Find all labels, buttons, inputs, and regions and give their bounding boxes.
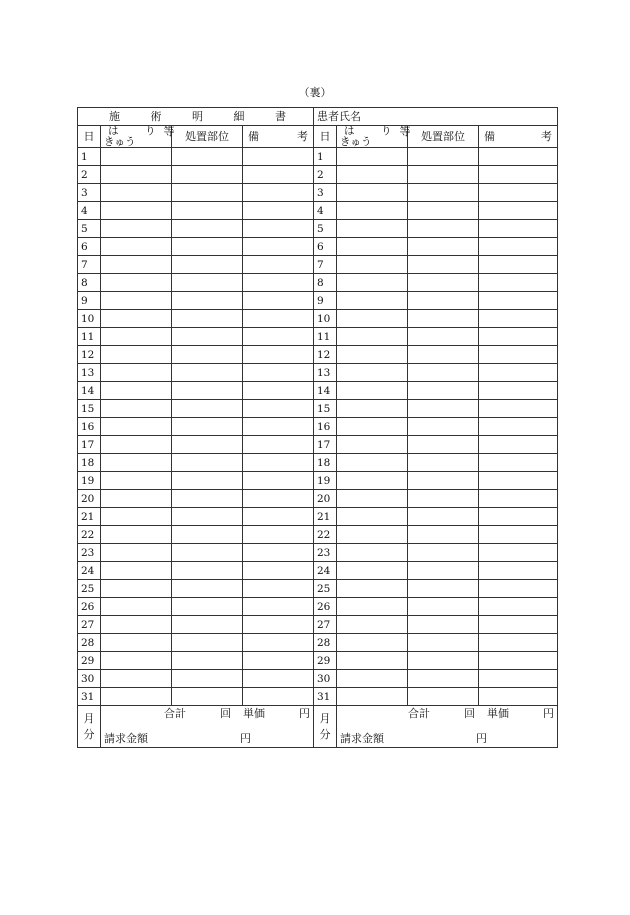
table-row — [78, 310, 558, 328]
site-cell[interactable] — [172, 544, 243, 562]
remarks-cell[interactable] — [243, 472, 314, 490]
site-cell[interactable] — [408, 364, 479, 382]
site-cell[interactable] — [172, 238, 243, 256]
site-cell[interactable] — [172, 256, 243, 274]
remarks-cell[interactable] — [479, 166, 558, 184]
site-cell[interactable] — [408, 562, 479, 580]
day-number-left: 27 — [78, 616, 101, 634]
site-cell[interactable] — [408, 490, 479, 508]
harikyu-cell[interactable] — [337, 670, 408, 688]
harikyu-cell[interactable] — [101, 292, 172, 310]
harikyu-cell[interactable] — [337, 148, 408, 166]
harikyu-cell[interactable] — [337, 454, 408, 472]
remarks-cell[interactable] — [243, 148, 314, 166]
day-number-left: 17 — [78, 436, 101, 454]
day-number-right: 25 — [314, 580, 337, 598]
remarks-cell[interactable] — [479, 436, 558, 454]
harikyu-cell[interactable] — [337, 184, 408, 202]
harikyu-cell[interactable] — [337, 472, 408, 490]
site-cell[interactable] — [172, 580, 243, 598]
summary-cell-left[interactable]: 合計 回 単価 円 請求金額 円 — [101, 706, 314, 748]
remarks-cell[interactable] — [243, 490, 314, 508]
site-cell[interactable] — [172, 184, 243, 202]
day-number-right: 11 — [314, 328, 337, 346]
remarks-cell[interactable] — [479, 688, 558, 706]
harikyu-cell[interactable] — [337, 274, 408, 292]
table-row — [78, 472, 558, 490]
harikyu-cell[interactable] — [101, 220, 172, 238]
harikyu-cell[interactable] — [337, 418, 408, 436]
remarks-cell[interactable] — [243, 616, 314, 634]
remarks-cell[interactable] — [243, 400, 314, 418]
day-number-left: 10 — [78, 310, 101, 328]
table-row — [78, 508, 558, 526]
harikyu-cell[interactable] — [337, 364, 408, 382]
day-number-right: 12 — [314, 346, 337, 364]
remarks-cell[interactable] — [243, 238, 314, 256]
site-cell[interactable] — [408, 292, 479, 310]
harikyu-cell[interactable] — [101, 544, 172, 562]
remarks-cell[interactable] — [243, 508, 314, 526]
remarks-cell[interactable] — [479, 310, 558, 328]
harikyu-cell[interactable] — [337, 346, 408, 364]
site-cell[interactable] — [172, 598, 243, 616]
remarks-cell[interactable] — [479, 418, 558, 436]
harikyu-cell[interactable] — [101, 490, 172, 508]
day-number-left: 6 — [78, 238, 101, 256]
remarks-cell[interactable] — [243, 220, 314, 238]
table-row — [78, 670, 558, 688]
day-number-left: 4 — [78, 202, 101, 220]
harikyu-cell[interactable] — [337, 328, 408, 346]
site-cell[interactable] — [172, 310, 243, 328]
harikyu-cell[interactable] — [337, 508, 408, 526]
site-cell[interactable] — [408, 202, 479, 220]
remarks-cell[interactable] — [479, 472, 558, 490]
remarks-cell[interactable] — [479, 202, 558, 220]
table-row — [78, 364, 558, 382]
day-number-right: 13 — [314, 364, 337, 382]
harikyu-cell[interactable] — [101, 526, 172, 544]
harikyu-cell[interactable] — [101, 238, 172, 256]
site-cell[interactable] — [172, 436, 243, 454]
day-number-right: 6 — [314, 238, 337, 256]
site-cell[interactable] — [408, 346, 479, 364]
harikyu-cell[interactable] — [101, 256, 172, 274]
remarks-cell[interactable] — [243, 166, 314, 184]
harikyu-cell[interactable] — [101, 184, 172, 202]
header-site-right: 処置部位 — [408, 126, 479, 148]
table-row — [78, 562, 558, 580]
day-number-right: 18 — [314, 454, 337, 472]
remarks-cell[interactable] — [243, 184, 314, 202]
table-row — [78, 256, 558, 274]
table-row — [78, 400, 558, 418]
table-row — [78, 580, 558, 598]
site-cell[interactable] — [408, 310, 479, 328]
remarks-cell[interactable] — [243, 544, 314, 562]
remarks-cell[interactable] — [479, 670, 558, 688]
table-row — [78, 454, 558, 472]
site-cell[interactable] — [172, 508, 243, 526]
site-cell[interactable] — [408, 544, 479, 562]
table-row — [78, 292, 558, 310]
day-number-right: 7 — [314, 256, 337, 274]
site-cell[interactable] — [172, 454, 243, 472]
harikyu-cell[interactable] — [101, 382, 172, 400]
remarks-cell[interactable] — [243, 688, 314, 706]
site-cell[interactable] — [172, 220, 243, 238]
harikyu-cell[interactable] — [101, 634, 172, 652]
day-number-left: 9 — [78, 292, 101, 310]
harikyu-cell[interactable] — [337, 526, 408, 544]
day-number-left: 16 — [78, 418, 101, 436]
harikyu-cell[interactable] — [337, 202, 408, 220]
remarks-cell[interactable] — [479, 580, 558, 598]
day-number-right: 8 — [314, 274, 337, 292]
remarks-cell[interactable] — [479, 544, 558, 562]
harikyu-cell[interactable] — [101, 310, 172, 328]
harikyu-cell[interactable] — [101, 400, 172, 418]
remarks-cell[interactable] — [243, 328, 314, 346]
harikyu-cell[interactable] — [337, 220, 408, 238]
site-cell[interactable] — [408, 328, 479, 346]
header-day-right: 日 — [314, 126, 337, 148]
site-cell[interactable] — [408, 472, 479, 490]
harikyu-cell[interactable] — [101, 472, 172, 490]
remarks-cell[interactable] — [479, 454, 558, 472]
day-number-left: 23 — [78, 544, 101, 562]
site-cell[interactable] — [172, 526, 243, 544]
site-cell[interactable] — [172, 364, 243, 382]
day-number-left: 22 — [78, 526, 101, 544]
table-row — [78, 346, 558, 364]
table-row — [78, 382, 558, 400]
remarks-cell[interactable] — [243, 436, 314, 454]
remarks-cell[interactable] — [479, 184, 558, 202]
day-number-right: 1 — [314, 148, 337, 166]
harikyu-cell[interactable] — [101, 328, 172, 346]
remarks-cell[interactable] — [479, 328, 558, 346]
day-number-right: 5 — [314, 220, 337, 238]
day-number-left: 18 — [78, 454, 101, 472]
site-cell[interactable] — [408, 616, 479, 634]
site-cell[interactable] — [172, 670, 243, 688]
harikyu-cell[interactable] — [101, 508, 172, 526]
site-cell[interactable] — [172, 652, 243, 670]
day-number-right: 9 — [314, 292, 337, 310]
header-site-left: 処置部位 — [172, 126, 243, 148]
remarks-cell[interactable] — [479, 382, 558, 400]
table-row — [78, 544, 558, 562]
day-number-left: 26 — [78, 598, 101, 616]
remarks-cell[interactable] — [479, 562, 558, 580]
site-cell[interactable] — [172, 382, 243, 400]
day-number-right: 22 — [314, 526, 337, 544]
remarks-cell[interactable] — [479, 508, 558, 526]
remarks-cell[interactable] — [243, 202, 314, 220]
day-number-right: 14 — [314, 382, 337, 400]
remarks-cell[interactable] — [243, 346, 314, 364]
harikyu-cell[interactable] — [101, 670, 172, 688]
day-number-right: 20 — [314, 490, 337, 508]
month-label-right: 月 分 — [314, 706, 337, 748]
harikyu-cell[interactable] — [101, 454, 172, 472]
site-cell[interactable] — [408, 274, 479, 292]
site-cell[interactable] — [172, 490, 243, 508]
remarks-cell[interactable] — [479, 220, 558, 238]
remarks-cell[interactable] — [243, 382, 314, 400]
remarks-cell[interactable] — [243, 454, 314, 472]
remarks-cell[interactable] — [479, 598, 558, 616]
site-cell[interactable] — [408, 652, 479, 670]
day-number-left: 2 — [78, 166, 101, 184]
harikyu-cell[interactable] — [101, 148, 172, 166]
remarks-cell[interactable] — [479, 292, 558, 310]
site-cell[interactable] — [172, 418, 243, 436]
harikyu-cell[interactable] — [337, 616, 408, 634]
day-number-right: 2 — [314, 166, 337, 184]
site-cell[interactable] — [408, 148, 479, 166]
harikyu-cell[interactable] — [101, 418, 172, 436]
harikyu-cell[interactable] — [337, 544, 408, 562]
harikyu-cell[interactable] — [101, 274, 172, 292]
day-number-left: 25 — [78, 580, 101, 598]
day-number-left: 13 — [78, 364, 101, 382]
remarks-cell[interactable] — [479, 256, 558, 274]
site-cell[interactable] — [172, 292, 243, 310]
day-number-left: 5 — [78, 220, 101, 238]
remarks-cell[interactable] — [243, 580, 314, 598]
site-cell[interactable] — [408, 184, 479, 202]
day-number-left: 15 — [78, 400, 101, 418]
day-number-right: 29 — [314, 652, 337, 670]
site-cell[interactable] — [172, 616, 243, 634]
remarks-cell[interactable] — [243, 364, 314, 382]
table-row — [78, 688, 558, 706]
day-number-left: 11 — [78, 328, 101, 346]
harikyu-cell[interactable] — [101, 166, 172, 184]
day-number-right: 27 — [314, 616, 337, 634]
site-cell[interactable] — [408, 418, 479, 436]
header-remarks-right: 備 考 — [479, 126, 558, 148]
day-number-left: 24 — [78, 562, 101, 580]
day-number-right: 24 — [314, 562, 337, 580]
remarks-cell[interactable] — [243, 598, 314, 616]
day-number-right: 30 — [314, 670, 337, 688]
table-row — [78, 652, 558, 670]
remarks-cell[interactable] — [479, 634, 558, 652]
day-number-left: 28 — [78, 634, 101, 652]
harikyu-cell[interactable] — [101, 562, 172, 580]
table-row — [78, 238, 558, 256]
day-number-right: 28 — [314, 634, 337, 652]
remarks-cell[interactable] — [243, 562, 314, 580]
remarks-cell[interactable] — [479, 652, 558, 670]
header-remarks-left: 備 考 — [243, 126, 314, 148]
treatment-detail-table — [77, 107, 558, 748]
harikyu-cell[interactable] — [337, 490, 408, 508]
site-cell[interactable] — [172, 634, 243, 652]
harikyu-cell[interactable] — [337, 166, 408, 184]
table-row — [78, 598, 558, 616]
harikyu-cell[interactable] — [101, 688, 172, 706]
month-label-left: 月 分 — [78, 706, 101, 748]
day-number-right: 15 — [314, 400, 337, 418]
day-number-right: 31 — [314, 688, 337, 706]
site-cell[interactable] — [408, 166, 479, 184]
table-row — [78, 418, 558, 436]
day-number-left: 1 — [78, 148, 101, 166]
day-number-left: 8 — [78, 274, 101, 292]
harikyu-cell[interactable] — [101, 202, 172, 220]
remarks-cell[interactable] — [243, 418, 314, 436]
harikyu-cell[interactable] — [101, 436, 172, 454]
harikyu-cell[interactable] — [337, 256, 408, 274]
site-cell[interactable] — [408, 454, 479, 472]
remarks-cell[interactable] — [243, 274, 314, 292]
remarks-cell[interactable] — [479, 148, 558, 166]
table-row — [78, 202, 558, 220]
harikyu-cell[interactable] — [337, 400, 408, 418]
harikyu-cell[interactable] — [337, 292, 408, 310]
site-cell[interactable] — [172, 328, 243, 346]
table-row — [78, 436, 558, 454]
day-number-right: 19 — [314, 472, 337, 490]
remarks-cell[interactable] — [243, 670, 314, 688]
day-number-left: 20 — [78, 490, 101, 508]
patient-name-field[interactable] — [314, 108, 558, 126]
day-number-left: 12 — [78, 346, 101, 364]
remarks-cell[interactable] — [479, 526, 558, 544]
site-cell[interactable] — [172, 400, 243, 418]
site-cell[interactable] — [408, 634, 479, 652]
site-cell[interactable] — [172, 346, 243, 364]
remarks-cell[interactable] — [243, 310, 314, 328]
harikyu-cell[interactable] — [101, 616, 172, 634]
day-number-left: 30 — [78, 670, 101, 688]
site-cell[interactable] — [172, 202, 243, 220]
table-row — [78, 328, 558, 346]
site-cell[interactable] — [408, 400, 479, 418]
table-row — [78, 274, 558, 292]
site-cell[interactable] — [408, 526, 479, 544]
remarks-cell[interactable] — [243, 292, 314, 310]
remarks-cell[interactable] — [479, 274, 558, 292]
harikyu-cell[interactable] — [337, 580, 408, 598]
harikyu-cell[interactable] — [337, 238, 408, 256]
site-cell[interactable] — [172, 562, 243, 580]
remarks-cell[interactable] — [479, 490, 558, 508]
remarks-cell[interactable] — [479, 346, 558, 364]
harikyu-cell[interactable] — [337, 688, 408, 706]
table-row — [78, 490, 558, 508]
site-cell[interactable] — [408, 238, 479, 256]
header-harikyu-right: は り 等 きゅう — [337, 126, 408, 148]
day-number-right: 21 — [314, 508, 337, 526]
day-number-right: 17 — [314, 436, 337, 454]
day-number-left: 7 — [78, 256, 101, 274]
patient-name-label: 患者氏名 — [317, 109, 361, 123]
day-number-right: 23 — [314, 544, 337, 562]
site-cell[interactable] — [172, 688, 243, 706]
remarks-cell[interactable] — [479, 400, 558, 418]
site-cell[interactable] — [172, 472, 243, 490]
site-cell[interactable] — [408, 436, 479, 454]
day-number-left: 31 — [78, 688, 101, 706]
harikyu-cell[interactable] — [337, 562, 408, 580]
remarks-cell[interactable] — [479, 238, 558, 256]
day-number-left: 21 — [78, 508, 101, 526]
header-harikyu-left: は り 等 きゅう — [101, 126, 172, 148]
harikyu-cell[interactable] — [101, 580, 172, 598]
page-side-label: （裏） — [298, 86, 332, 99]
site-cell[interactable] — [408, 598, 479, 616]
day-number-right: 16 — [314, 418, 337, 436]
site-cell[interactable] — [172, 166, 243, 184]
remarks-cell[interactable] — [243, 634, 314, 652]
harikyu-cell[interactable] — [337, 598, 408, 616]
site-cell[interactable] — [408, 670, 479, 688]
site-cell[interactable] — [172, 274, 243, 292]
table-row — [78, 526, 558, 544]
harikyu-cell[interactable] — [101, 364, 172, 382]
day-number-right: 10 — [314, 310, 337, 328]
header-day-left: 日 — [78, 126, 101, 148]
remarks-cell[interactable] — [243, 652, 314, 670]
remarks-cell[interactable] — [243, 526, 314, 544]
remarks-cell[interactable] — [479, 616, 558, 634]
remarks-cell[interactable] — [479, 364, 558, 382]
day-number-right: 3 — [314, 184, 337, 202]
harikyu-cell[interactable] — [337, 634, 408, 652]
site-cell[interactable] — [408, 688, 479, 706]
harikyu-cell[interactable] — [101, 598, 172, 616]
table-row — [78, 184, 558, 202]
day-number-right: 4 — [314, 202, 337, 220]
day-number-left: 3 — [78, 184, 101, 202]
form-title: 施 術 明 細 書 — [78, 108, 314, 126]
table-row — [78, 166, 558, 184]
harikyu-cell[interactable] — [337, 652, 408, 670]
remarks-cell[interactable] — [243, 256, 314, 274]
summary-cell-right[interactable]: 合計 回 単価 円 請求金額 円 — [337, 706, 558, 748]
harikyu-cell[interactable] — [337, 382, 408, 400]
site-cell[interactable] — [408, 256, 479, 274]
table-row — [78, 634, 558, 652]
day-number-right: 26 — [314, 598, 337, 616]
harikyu-cell[interactable] — [101, 652, 172, 670]
site-cell[interactable] — [172, 148, 243, 166]
table-row — [78, 616, 558, 634]
day-number-left: 14 — [78, 382, 101, 400]
site-cell[interactable] — [408, 220, 479, 238]
day-number-left: 29 — [78, 652, 101, 670]
table-row — [78, 220, 558, 238]
day-number-left: 19 — [78, 472, 101, 490]
harikyu-cell[interactable] — [101, 346, 172, 364]
site-cell[interactable] — [408, 580, 479, 598]
table-row — [78, 148, 558, 166]
harikyu-cell[interactable] — [337, 310, 408, 328]
harikyu-cell[interactable] — [337, 436, 408, 454]
site-cell[interactable] — [408, 508, 479, 526]
site-cell[interactable] — [408, 382, 479, 400]
